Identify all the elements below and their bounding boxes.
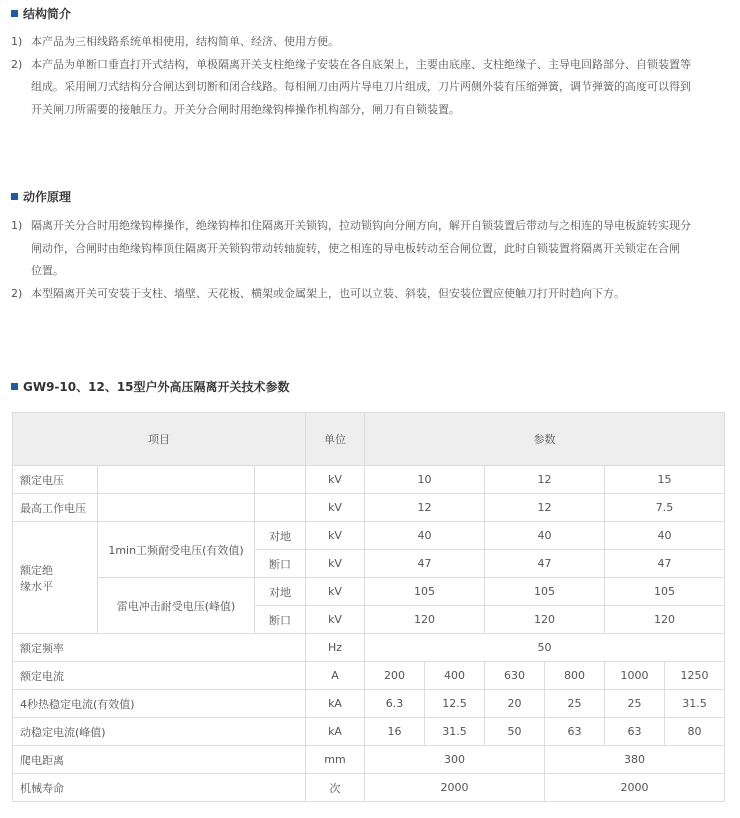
table-row: 额定频率 Hz 50 xyxy=(13,634,725,662)
insulation-label: 额定绝 缘水平 xyxy=(13,522,98,634)
principle-text: 1) 隔离开关分合时用绝缘钩棒操作，绝缘钩棒扣住隔离开关锁钩，拉动锁钩向分闸方向，解开自锁装置后带动与之相连的导电板旋转实现分 闸动作，合闸时由绝缘钩棒顶住隔离开关锁钩带动转轴旋转，使之相连的导电板转动至合闸位置，此时自锁装置将隔离开关锁定在合闸 位置。 2) 本型隔离开关可安装于支柱、墙壁、天花板、横架或金属架上，也可以立装、斜装，但安装位置应使触刀打开时趋向下方。 xyxy=(11,219,691,300)
structure-text: 1) 本产品为三相线路系统单相使用，结构简单、经济、使用方便。 2) 本产品为单断口垂直打开式结构，单极隔离开关支柱绝缘子安装在各自底架上，主要由底座、支柱绝缘子、主导电回路部分、自锁装置等 组成。采用闸刀式结构分合闸达到切断和闭合线路。每相闸刀由两片导电刀片组成，刀片两侧外装有压缩弹簧，调节弹簧的高度可以得到 开关闸刀所需要的接触压力。开关分合闸时用绝缘钩棒操作机构部分，闸刀有自锁装置。 xyxy=(11,35,691,116)
table-row: 4秒热稳定电流(有效值) kA 6.3 12.5 20 25 25 31.5 xyxy=(13,690,725,718)
table-row: 断口 kV 47 47 47 xyxy=(13,550,725,578)
params-table xyxy=(12,412,725,802)
table-header-row: 项目 单位 参数 xyxy=(13,413,725,466)
table-row: 额定电流 A 200 400 630 800 1000 1250 xyxy=(13,662,725,690)
square-bullet-icon xyxy=(11,193,18,200)
table-row: 机械寿命 次 2000 2000 xyxy=(13,774,725,802)
square-bullet-icon xyxy=(11,383,18,390)
section-title-structure: 结构简介 xyxy=(11,5,71,22)
table-row: 雷电冲击耐受电压(峰值) 对地 kV 105 105 105 xyxy=(13,578,725,606)
section-title-params: GW9-10、12、15型户外高压隔离开关技术参数 xyxy=(11,378,290,395)
table-row: 最高工作电压 kV 12 12 7.5 xyxy=(13,494,725,522)
table-row: 断口 kV 120 120 120 xyxy=(13,606,725,634)
section-title-principle: 动作原理 xyxy=(11,188,71,205)
table-row: 爬电距离 mm 300 380 xyxy=(13,746,725,774)
square-bullet-icon xyxy=(11,10,18,17)
table-row: 额定电压 kV 10 12 15 xyxy=(13,466,725,494)
table-row: 额定绝 缘水平 1min工频耐受电压(有效值) 对地 kV 40 40 40 xyxy=(13,522,725,550)
table-row: 动稳定电流(峰值) kA 16 31.5 50 63 63 80 xyxy=(13,718,725,746)
